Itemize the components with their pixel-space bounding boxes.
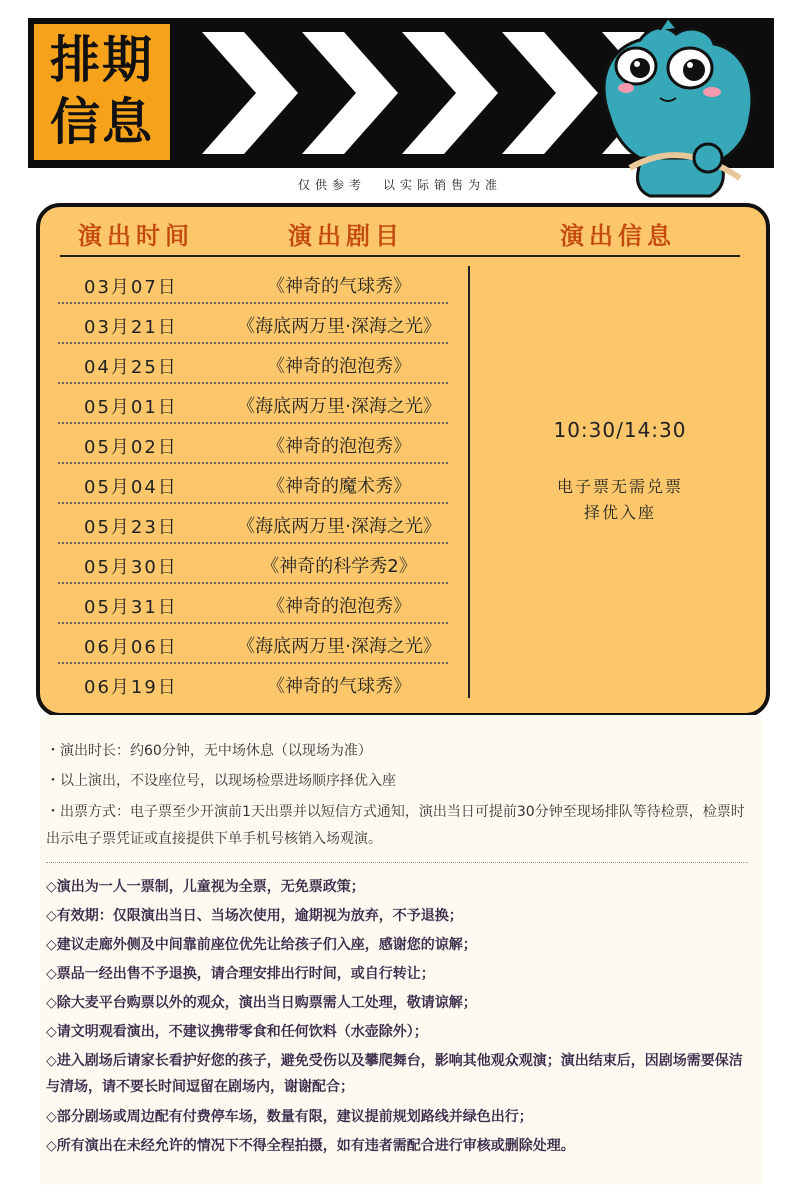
rule-item: ◇所有演出在未经允许的情况下不得全程拍摄，如有违者需配合进行审核或删除处理。 (46, 1138, 575, 1154)
ticket-note-line-2: 择优入座 (583, 503, 656, 522)
ticket-note-line-1: 电子票无需兑票 (556, 477, 683, 496)
chevron-2 (302, 32, 398, 154)
row-date: 03月21日 (84, 317, 178, 338)
row-date: 06月19日 (84, 677, 178, 698)
table-row (58, 504, 470, 544)
row-show: 《海底两万里·深海之光》 (237, 516, 441, 537)
title-line-1: 排期 (50, 31, 154, 89)
table-row (58, 424, 470, 464)
row-show: 《神奇的科学秀2》 (261, 556, 417, 577)
row-date: 05月01日 (84, 397, 178, 418)
rule-item: ◇票品一经出售不予退换，请合理安排出行时间，或自行转让； (46, 966, 435, 982)
note-ticketing-cont: 出示电子票凭证或直接提供下单手机号核销入场观演。 (46, 831, 382, 847)
title-block (34, 24, 170, 160)
header-divider (60, 255, 740, 257)
table-row (58, 344, 470, 384)
header-program: 演出剧目 (288, 222, 404, 250)
rule-item: ◇除大麦平台购票以外的观众，演出当日购票需人工处理，敬请谅解； (46, 995, 477, 1011)
rule-item: ◇有效期：仅限演出当日、当场次使用，逾期视为放弃，不予退换； (46, 908, 463, 924)
show-times: 10:30/14:30 (553, 418, 687, 442)
row-show: 《神奇的气球秀》 (267, 676, 411, 697)
rule-item: ◇进入剧场后请家长看护好您的孩子，避免受伤以及攀爬舞台，影响其他观众观演；演出结束后，因剧场需要保洁 (46, 1053, 743, 1069)
row-show: 《海底两万里·深海之光》 (237, 636, 441, 657)
row-date: 05月04日 (84, 477, 178, 498)
note-seating: ・以上演出，不设座位号，以现场检票进场顺序择优入座 (46, 773, 396, 789)
chevron-4 (502, 32, 598, 154)
table-row (58, 544, 470, 584)
chevron-3 (402, 32, 498, 154)
title-line-2: 信息 (50, 93, 154, 151)
table-row (58, 264, 470, 304)
header-time: 演出时间 (78, 222, 194, 250)
rule-item: ◇部分剧场或周边配有付费停车场，数量有限，建议提前规划路线并绿色出行； (46, 1109, 533, 1125)
row-date: 05月23日 (84, 517, 178, 538)
notes-divider (46, 862, 748, 863)
row-date: 03月07日 (84, 277, 178, 298)
row-show: 《神奇的气球秀》 (267, 276, 411, 297)
row-date: 05月02日 (84, 437, 178, 458)
row-date: 04月25日 (84, 357, 178, 378)
row-show: 《神奇的泡泡秀》 (267, 596, 411, 617)
note-duration: ・演出时长：约60分钟，无中场休息（以现场为准） (46, 743, 372, 759)
row-show: 《海底两万里·深海之光》 (237, 396, 441, 417)
row-show: 《神奇的泡泡秀》 (267, 436, 411, 457)
chevron-1 (202, 32, 298, 154)
rule-item-cont: 与清场，请不要长时间逗留在剧场内，谢谢配合； (46, 1079, 354, 1095)
table-row (58, 664, 470, 704)
rule-item: ◇演出为一人一票制，儿童视为全票，无免票政策； (46, 879, 365, 895)
row-show: 《神奇的泡泡秀》 (267, 356, 411, 377)
row-date: 06月06日 (84, 637, 178, 658)
table-row (58, 464, 470, 504)
row-show: 《神奇的魔术秀》 (267, 476, 411, 497)
table-row (58, 384, 470, 424)
table-row (58, 624, 470, 664)
disclaimer-text: 仅供参考 以实际销售为准 (297, 178, 502, 192)
table-row (58, 304, 470, 344)
note-ticketing: ・出票方式：电子票至少开演前1天出票并以短信方式通知，演出当日可提前30分钟至现场排队等待检票，检票时 (46, 804, 745, 820)
table-row (58, 584, 470, 624)
row-date: 05月30日 (84, 557, 178, 578)
rule-item: ◇建议走廊外侧及中间靠前座位优先让给孩子们入座，感谢您的谅解； (46, 937, 477, 953)
row-show: 《海底两万里·深海之光》 (237, 316, 441, 337)
rule-item: ◇请文明观看演出，不建议携带零食和任何饮料（水壶除外）； (46, 1024, 428, 1040)
header-info: 演出信息 (560, 222, 676, 250)
row-date: 05月31日 (84, 597, 178, 618)
